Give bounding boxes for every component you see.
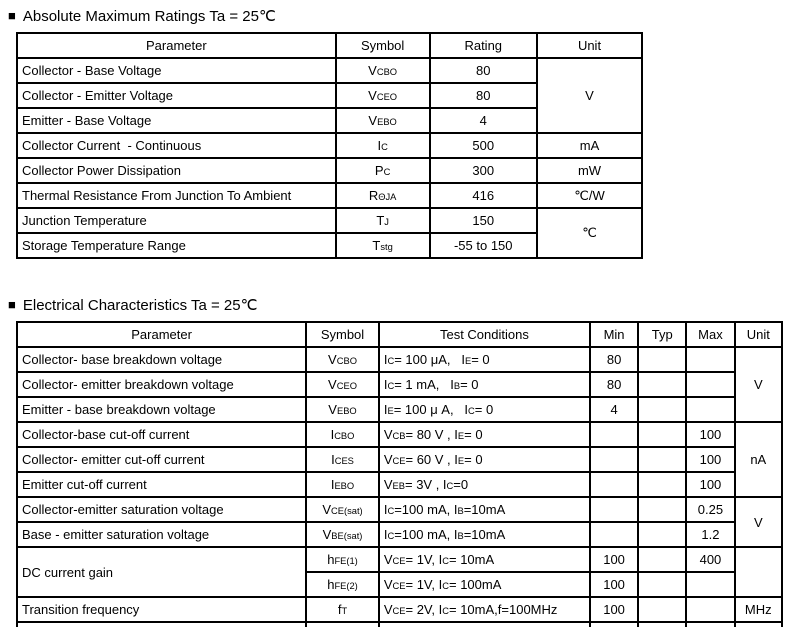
test-conditions-cell: VCE= 2V, IC= 10mA,f=100MHz bbox=[379, 597, 590, 622]
stub-cell bbox=[638, 622, 686, 627]
symbol-cell: ICBO bbox=[306, 422, 379, 447]
parameter-cell: Junction Temperature bbox=[17, 208, 336, 233]
table-row bbox=[17, 497, 782, 522]
test-conditions-cell: VCB= 80 V , IE= 0 bbox=[379, 422, 590, 447]
symbol-cell: VCBO bbox=[336, 58, 430, 83]
cutoff-stub-row bbox=[17, 622, 782, 627]
parameter-cell: Collector- emitter breakdown voltage bbox=[17, 372, 306, 397]
max-cell: 100 bbox=[686, 447, 734, 472]
test-conditions-cell: IC= 1 mA, IB= 0 bbox=[379, 372, 590, 397]
unit-cell: mW bbox=[537, 158, 642, 183]
parameter-cell: Emitter cut-off current bbox=[17, 472, 306, 497]
symbol-cell: VCBO bbox=[306, 347, 379, 372]
stub-cell bbox=[17, 622, 306, 627]
symbol-cell: TJ bbox=[336, 208, 430, 233]
stub-cell bbox=[686, 622, 734, 627]
section-title-text: Electrical Characteristics Ta = 25℃ bbox=[22, 297, 258, 314]
max-cell bbox=[686, 347, 734, 372]
test-conditions-cell: VEB= 3V , IC=0 bbox=[379, 472, 590, 497]
unit-cell: mA bbox=[537, 133, 642, 158]
stub-cell bbox=[306, 622, 379, 627]
unit-cell: V bbox=[735, 497, 782, 547]
test-conditions-cell: VCE= 1V, IC= 10mA bbox=[379, 547, 590, 572]
symbol-cell: ICES bbox=[306, 447, 379, 472]
section-title-absolute-maximum-ratings bbox=[8, 0, 791, 25]
symbol-cell: Tstg bbox=[336, 233, 430, 258]
typ-cell bbox=[638, 347, 686, 372]
typ-cell bbox=[638, 572, 686, 597]
symbol-cell: IC bbox=[336, 133, 430, 158]
parameter-cell: Storage Temperature Range bbox=[17, 233, 336, 258]
table-row bbox=[17, 372, 782, 397]
column-header-typ: Typ bbox=[638, 322, 686, 347]
table-row bbox=[17, 422, 782, 447]
typ-cell bbox=[638, 447, 686, 472]
table-row bbox=[17, 208, 642, 233]
test-conditions-cell: IC=100 mA, IB=10mA bbox=[379, 497, 590, 522]
table-row bbox=[17, 397, 782, 422]
parameter-cell: Base - emitter saturation voltage bbox=[17, 522, 306, 547]
stub-cell bbox=[379, 622, 590, 627]
test-conditions-cell: VCE= 1V, IC= 100mA bbox=[379, 572, 590, 597]
min-cell bbox=[590, 422, 638, 447]
rating-cell: 80 bbox=[430, 83, 538, 108]
table-row bbox=[17, 183, 642, 208]
max-cell: 0.25 bbox=[686, 497, 734, 522]
column-header-max: Max bbox=[686, 322, 734, 347]
unit-cell: V bbox=[735, 347, 782, 422]
table-row bbox=[17, 58, 642, 83]
min-cell: 100 bbox=[590, 597, 638, 622]
max-cell: 100 bbox=[686, 472, 734, 497]
typ-cell bbox=[638, 497, 686, 522]
table-row bbox=[17, 597, 782, 622]
typ-cell bbox=[638, 547, 686, 572]
min-cell bbox=[590, 522, 638, 547]
typ-cell bbox=[638, 522, 686, 547]
max-cell: 1.2 bbox=[686, 522, 734, 547]
typ-cell bbox=[638, 397, 686, 422]
parameter-cell: Collector- base breakdown voltage bbox=[17, 347, 306, 372]
symbol-cell: VCE(sat) bbox=[306, 497, 379, 522]
symbol-cell: hFE(2) bbox=[306, 572, 379, 597]
parameter-cell: Collector-emitter saturation voltage bbox=[17, 497, 306, 522]
unit-cell: V bbox=[537, 58, 642, 133]
test-conditions-cell: IC= 100 μA, IE= 0 bbox=[379, 347, 590, 372]
column-header-parameter: Parameter bbox=[17, 322, 306, 347]
rating-cell: 4 bbox=[430, 108, 538, 133]
typ-cell bbox=[638, 372, 686, 397]
min-cell: 80 bbox=[590, 372, 638, 397]
parameter-cell: Thermal Resistance From Junction To Ambient bbox=[17, 183, 336, 208]
parameter-cell: Emitter - base breakdown voltage bbox=[17, 397, 306, 422]
unit-cell bbox=[735, 547, 782, 597]
min-cell: 100 bbox=[590, 572, 638, 597]
column-header-rating: Rating bbox=[430, 33, 538, 58]
symbol-cell: hFE(1) bbox=[306, 547, 379, 572]
column-header-min: Min bbox=[590, 322, 638, 347]
min-cell bbox=[590, 472, 638, 497]
parameter-cell: Collector - Emitter Voltage bbox=[17, 83, 336, 108]
parameter-cell: Transition frequency bbox=[17, 597, 306, 622]
table-row bbox=[17, 472, 782, 497]
min-cell bbox=[590, 447, 638, 472]
section-title-text: Absolute Maximum Ratings Ta = 25℃ bbox=[22, 8, 276, 25]
parameter-cell: Collector- emitter cut-off current bbox=[17, 447, 306, 472]
parameter-cell: Collector - Base Voltage bbox=[17, 58, 336, 83]
max-cell bbox=[686, 397, 734, 422]
parameter-cell: Collector-base cut-off current bbox=[17, 422, 306, 447]
symbol-cell: VEBO bbox=[336, 108, 430, 133]
table-row bbox=[17, 133, 642, 158]
column-header-unit: Unit bbox=[537, 33, 642, 58]
typ-cell bbox=[638, 422, 686, 447]
stub-cell bbox=[590, 622, 638, 627]
rating-cell: 150 bbox=[430, 208, 538, 233]
parameter-cell: Collector Current - Continuous bbox=[17, 133, 336, 158]
section-bullet-icon: ■ bbox=[8, 7, 16, 23]
rating-cell: 416 bbox=[430, 183, 538, 208]
max-cell bbox=[686, 372, 734, 397]
column-header-parameter: Parameter bbox=[17, 33, 336, 58]
absolute-maximum-ratings-table bbox=[16, 32, 643, 259]
unit-cell: ℃/W bbox=[537, 183, 642, 208]
parameter-cell: DC current gain bbox=[17, 547, 306, 597]
table-row bbox=[17, 158, 642, 183]
test-conditions-cell: IE= 100 μ A, IC= 0 bbox=[379, 397, 590, 422]
max-cell bbox=[686, 597, 734, 622]
min-cell: 100 bbox=[590, 547, 638, 572]
column-header-test-conditions: Test Conditions bbox=[379, 322, 590, 347]
header-row bbox=[17, 33, 642, 58]
section-bullet-icon: ■ bbox=[8, 296, 16, 312]
rating-cell: -55 to 150 bbox=[430, 233, 538, 258]
max-cell: 100 bbox=[686, 422, 734, 447]
table-row bbox=[17, 447, 782, 472]
typ-cell bbox=[638, 472, 686, 497]
min-cell: 80 bbox=[590, 347, 638, 372]
min-cell bbox=[590, 497, 638, 522]
symbol-cell: VBE(sat) bbox=[306, 522, 379, 547]
unit-cell: MHz bbox=[735, 597, 782, 622]
max-cell: 400 bbox=[686, 547, 734, 572]
typ-cell bbox=[638, 597, 686, 622]
table-row bbox=[17, 547, 782, 572]
symbol-cell: VCEO bbox=[336, 83, 430, 108]
symbol-cell: PC bbox=[336, 158, 430, 183]
electrical-characteristics-table bbox=[16, 321, 783, 627]
stub-cell bbox=[735, 622, 782, 627]
section-title-electrical-characteristics bbox=[8, 259, 791, 314]
symbol-cell: fT bbox=[306, 597, 379, 622]
unit-cell: nA bbox=[735, 422, 782, 497]
rating-cell: 500 bbox=[430, 133, 538, 158]
symbol-cell: RΘJA bbox=[336, 183, 430, 208]
rating-cell: 80 bbox=[430, 58, 538, 83]
symbol-cell: VEBO bbox=[306, 397, 379, 422]
parameter-cell: Emitter - Base Voltage bbox=[17, 108, 336, 133]
min-cell: 4 bbox=[590, 397, 638, 422]
table-row bbox=[17, 347, 782, 372]
test-conditions-cell: IC=100 mA, IB=10mA bbox=[379, 522, 590, 547]
test-conditions-cell: VCE= 60 V , IE= 0 bbox=[379, 447, 590, 472]
column-header-symbol: Symbol bbox=[306, 322, 379, 347]
column-header-symbol: Symbol bbox=[336, 33, 430, 58]
rating-cell: 300 bbox=[430, 158, 538, 183]
symbol-cell: IEBO bbox=[306, 472, 379, 497]
unit-cell: ℃ bbox=[537, 208, 642, 258]
table-row bbox=[17, 522, 782, 547]
symbol-cell: VCEO bbox=[306, 372, 379, 397]
parameter-cell: Collector Power Dissipation bbox=[17, 158, 336, 183]
header-row bbox=[17, 322, 782, 347]
column-header-unit: Unit bbox=[735, 322, 782, 347]
max-cell bbox=[686, 572, 734, 597]
